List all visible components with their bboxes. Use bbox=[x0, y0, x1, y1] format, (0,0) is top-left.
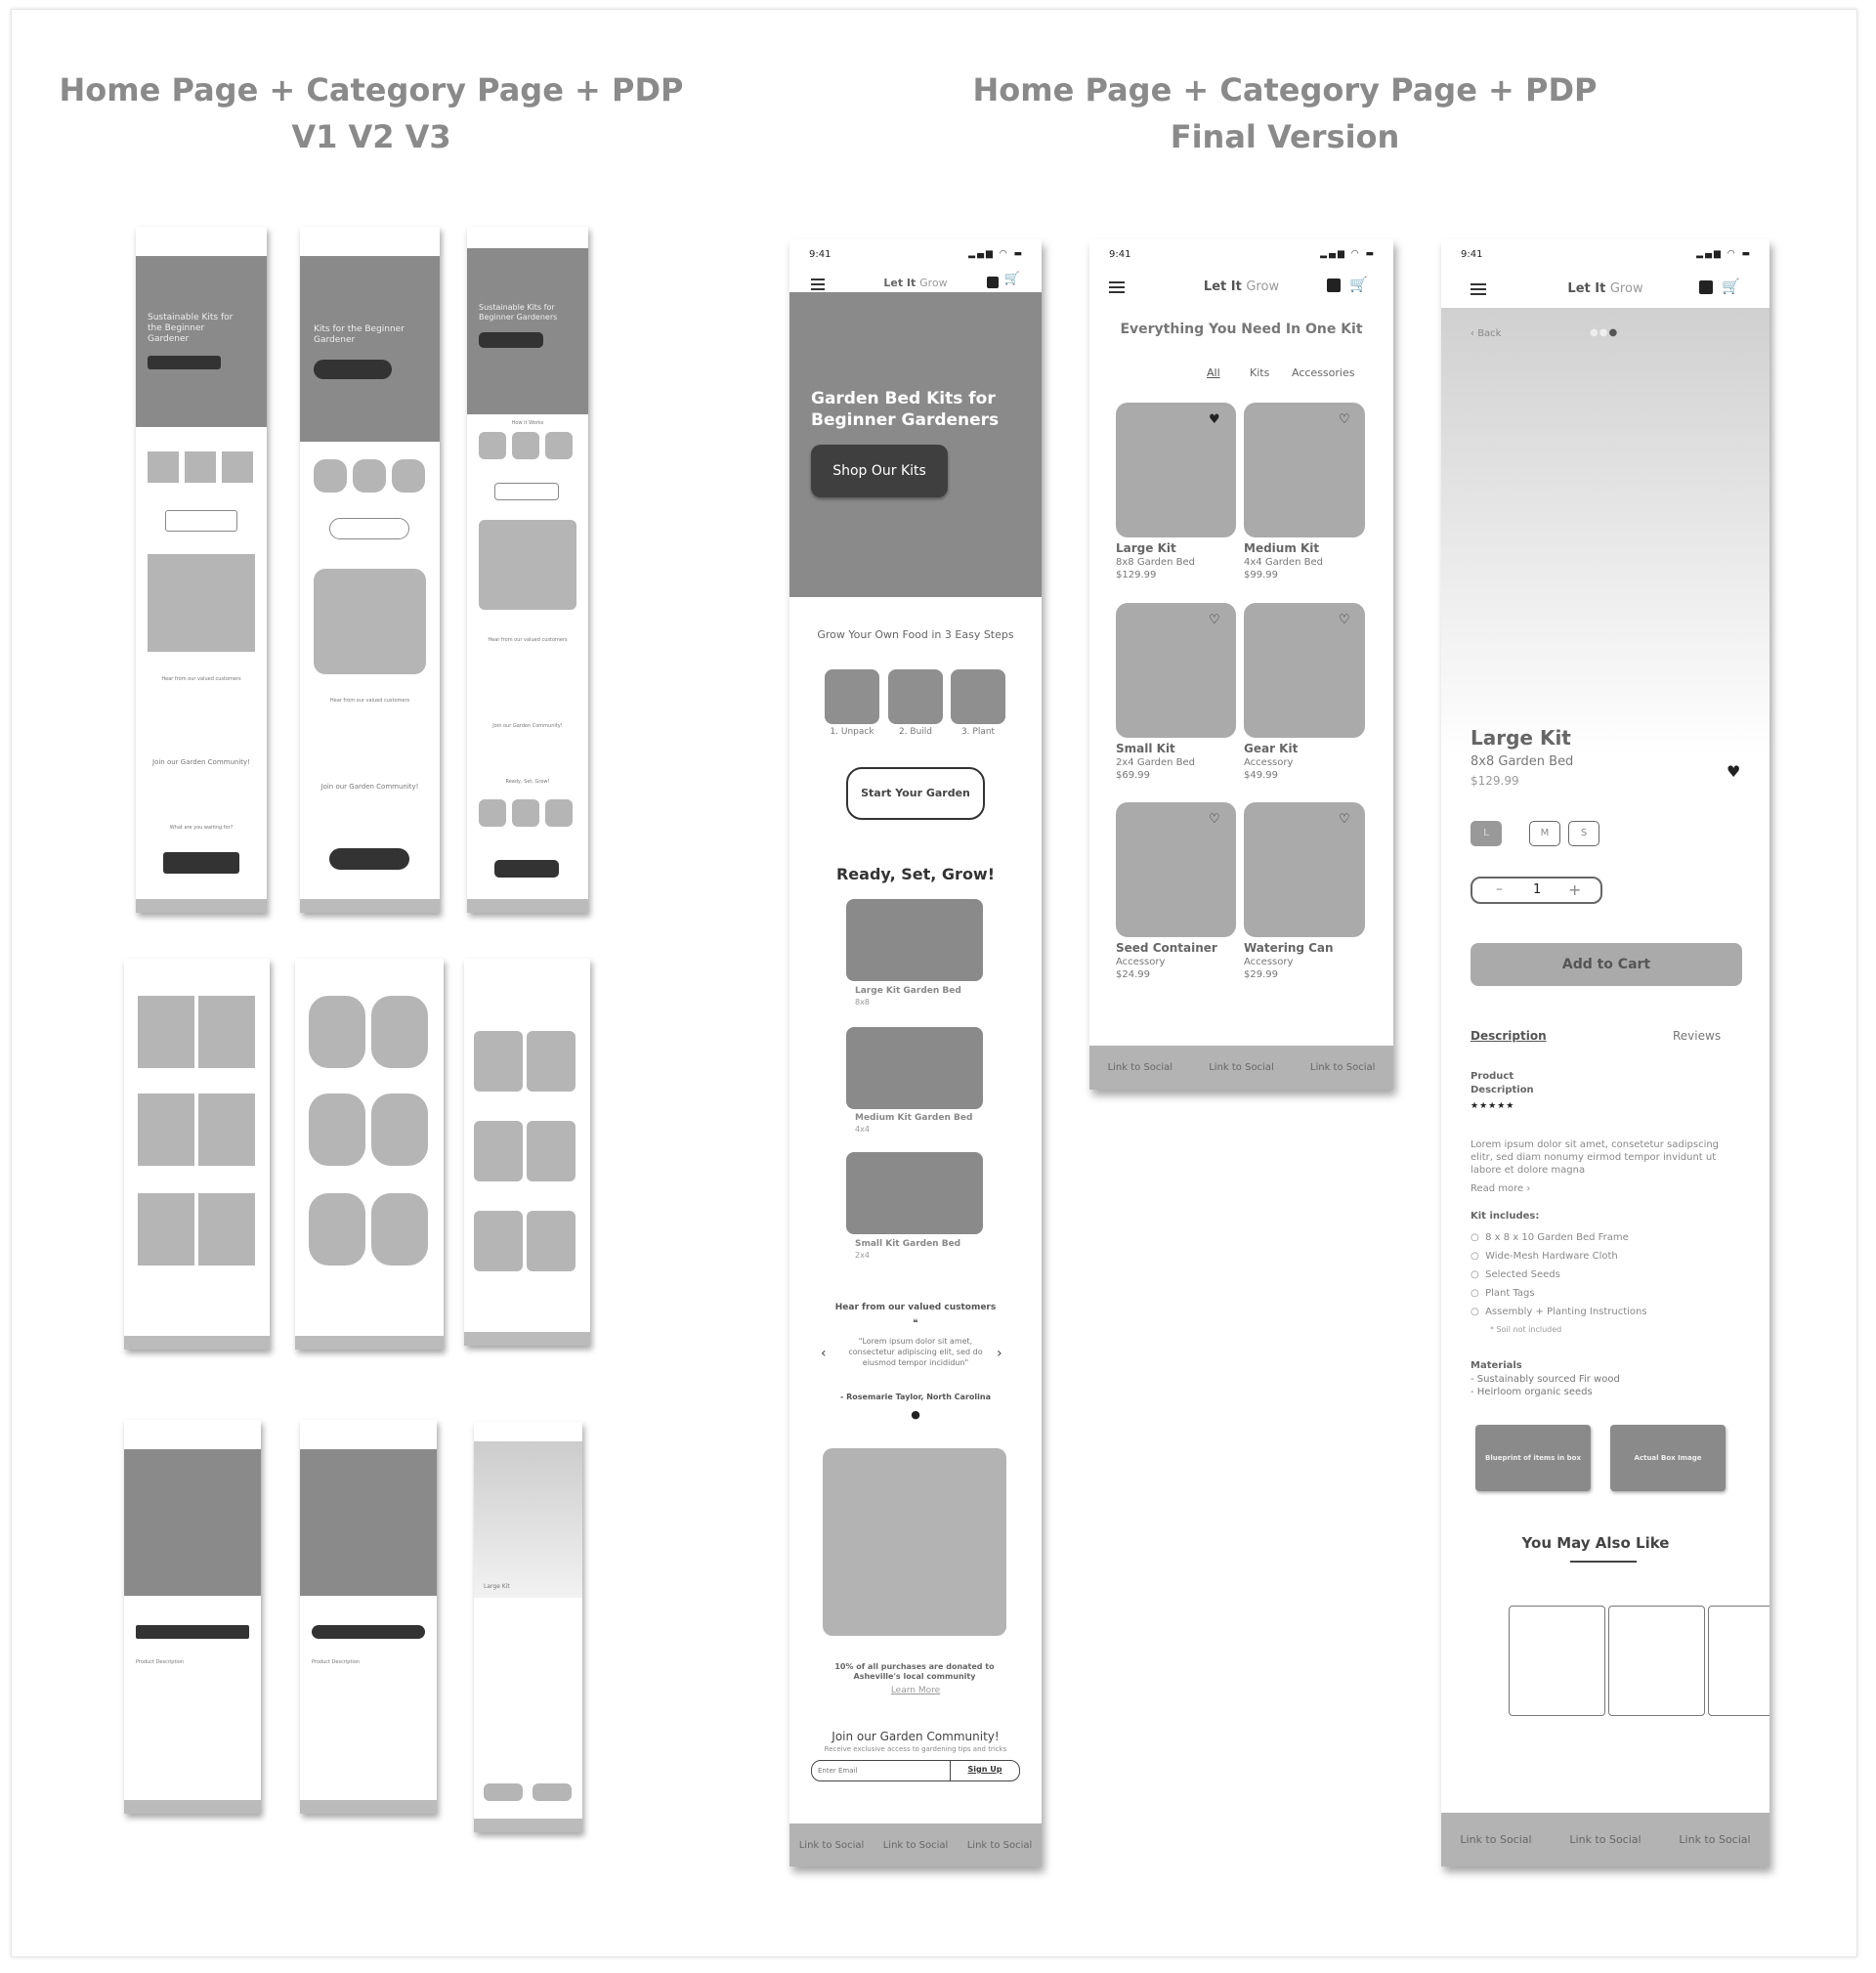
blueprint-image-button[interactable]: Blueprint of items in box bbox=[1475, 1425, 1591, 1491]
thumb-product-image bbox=[300, 1449, 437, 1596]
status-bar bbox=[1089, 239, 1393, 265]
thumb-category-v1 bbox=[124, 959, 270, 1350]
step-plant-image bbox=[951, 669, 1005, 724]
thumb-tile bbox=[198, 1193, 255, 1265]
thumb-tile bbox=[371, 1094, 428, 1166]
thumb-who-block bbox=[479, 520, 576, 610]
filter-kits[interactable]: Kits bbox=[1250, 366, 1270, 379]
left-heading-line1: Home Page + Category Page + PDP bbox=[59, 71, 684, 108]
tab-description[interactable]: Description bbox=[1471, 1029, 1547, 1043]
thumb-pdp-v2 bbox=[300, 1420, 437, 1814]
product-name: Small Kit bbox=[1116, 742, 1175, 755]
right-heading bbox=[958, 66, 1612, 160]
social-link-2[interactable]: Link to Social bbox=[1569, 1833, 1642, 1846]
heart-outline-icon[interactable]: ♡ bbox=[1209, 812, 1220, 827]
final-category-page bbox=[1089, 239, 1393, 1090]
filter-all[interactable]: All bbox=[1207, 366, 1220, 379]
account-icon[interactable] bbox=[1327, 279, 1341, 292]
thumb-tile bbox=[371, 1193, 428, 1265]
small-kit-size: 2x4 bbox=[855, 1251, 870, 1260]
step-unpack-image bbox=[825, 669, 879, 724]
step-label-2: 2. Build bbox=[898, 727, 933, 737]
email-input[interactable] bbox=[818, 1764, 935, 1778]
brand-logo[interactable]: Let It Grow bbox=[883, 277, 948, 289]
footer bbox=[1089, 1046, 1393, 1090]
product-price: $99.99 bbox=[1244, 570, 1278, 580]
steps-title: Grow Your Own Food in 3 Easy Steps bbox=[817, 628, 1014, 641]
description-text: Lorem ipsum dolor sit amet, consetetur sadipscing elitr, sed diam nonumy eirmod tempor invidunt ut labore et dolore magna bbox=[1471, 1139, 1720, 1176]
status-time: 9:41 bbox=[1461, 249, 1483, 260]
right-heading-line2: Final Version bbox=[1170, 118, 1400, 155]
thumb-pdesc: Product Description bbox=[312, 1659, 361, 1665]
social-link-1[interactable]: Link to Social bbox=[1460, 1833, 1532, 1846]
thumb-tile bbox=[527, 1031, 576, 1092]
thumb-start-button-2 bbox=[163, 852, 239, 874]
thumb-waiting: What are you waiting for? bbox=[169, 825, 234, 831]
thumb-who-block bbox=[314, 569, 426, 674]
thumb-who-block bbox=[148, 554, 255, 652]
thumb-pdesc: Product Description bbox=[136, 1659, 185, 1665]
product-price: $129.99 bbox=[1471, 774, 1519, 788]
product-name: Medium Kit bbox=[1244, 541, 1320, 555]
thumb-pdp-v1 bbox=[124, 1420, 261, 1814]
you-may-also-like-title: You May Also Like bbox=[1521, 1534, 1670, 1552]
thumb-tile bbox=[309, 996, 365, 1068]
product-sub: Accessory bbox=[1244, 757, 1294, 768]
signal-wifi-battery-icon: ▂▄▆ ◠ ▬ bbox=[1320, 249, 1376, 259]
title-underline bbox=[1570, 1561, 1637, 1563]
thumb-ready: Ready, Set, Grow! bbox=[505, 779, 550, 785]
soil-note: * Soil not included bbox=[1490, 1325, 1562, 1334]
read-more-link[interactable]: Read more › bbox=[1471, 1183, 1531, 1194]
thumb-category-v3 bbox=[464, 959, 590, 1346]
chevron-right-icon[interactable]: › bbox=[997, 1346, 1002, 1361]
thumb-start-button-2 bbox=[329, 848, 409, 870]
person-icon: ● bbox=[911, 1408, 920, 1421]
list-item: - Heirloom organic seeds bbox=[1471, 1387, 1593, 1397]
list-item: ○ 8 x 8 x 10 Garden Bed Frame bbox=[1471, 1232, 1629, 1243]
step-label-3: 3. Plant bbox=[960, 727, 996, 737]
brand-logo[interactable]: Let It Grow bbox=[1567, 281, 1643, 296]
heart-outline-icon[interactable]: ♡ bbox=[1209, 613, 1220, 627]
social-link-2[interactable]: Link to Social bbox=[1209, 1062, 1274, 1073]
thumb-tile bbox=[353, 459, 386, 493]
cart-icon[interactable]: 🛒 bbox=[1722, 278, 1740, 295]
plus-button[interactable]: + bbox=[1568, 880, 1582, 899]
heart-outline-icon[interactable]: ♡ bbox=[1339, 812, 1350, 827]
size-option-m[interactable]: M bbox=[1529, 821, 1560, 846]
status-time: 9:41 bbox=[809, 249, 831, 260]
product-name: Large Kit bbox=[1116, 541, 1176, 555]
thumb-tile bbox=[392, 459, 425, 493]
status-bar bbox=[1441, 239, 1769, 265]
medium-kit-image[interactable] bbox=[846, 1027, 983, 1109]
product-sub: 8x8 Garden Bed bbox=[1471, 754, 1574, 769]
thumb-hear: Hear from our valued customers bbox=[329, 698, 410, 704]
thumb-tile bbox=[138, 1193, 194, 1265]
social-link-2[interactable]: Link to Social bbox=[882, 1839, 949, 1851]
thumb-category-v2 bbox=[295, 959, 444, 1350]
rating-stars: ★★★★★ bbox=[1471, 1101, 1515, 1111]
thumb-hero-text: Kits for the Beginner Gardener bbox=[314, 324, 405, 345]
signal-wifi-battery-icon: ▂▄▆ ◠ ▬ bbox=[1696, 249, 1752, 259]
thumb-start-outline bbox=[494, 483, 559, 500]
thumb-hear: Hear from our valued customers bbox=[161, 676, 241, 682]
product-image-carousel[interactable] bbox=[1441, 308, 1769, 757]
thumb-tile bbox=[222, 451, 253, 483]
brand-logo[interactable]: Let It Grow bbox=[1203, 279, 1280, 294]
carousel-dots[interactable]: ●●● bbox=[1590, 327, 1619, 338]
quantity-value: 1 bbox=[1533, 882, 1542, 897]
donation-text: 10% of all purchases are donated to Asheville's local community bbox=[834, 1662, 995, 1681]
thumb-tile bbox=[371, 996, 428, 1068]
testimonial-title: Hear from our valued customers bbox=[834, 1303, 997, 1312]
thumb-hero bbox=[467, 248, 588, 414]
thumb-tile bbox=[314, 459, 347, 493]
list-item: ○ Selected Seeds bbox=[1471, 1269, 1560, 1280]
materials-title: Materials bbox=[1471, 1360, 1522, 1371]
recommendation-card[interactable] bbox=[1608, 1606, 1705, 1716]
thumb-tile bbox=[545, 432, 573, 459]
left-heading-line2: V1 V2 V3 bbox=[291, 118, 451, 155]
thumb-img-button bbox=[533, 1783, 572, 1801]
thumb-start-button bbox=[314, 360, 392, 379]
thumb-tile bbox=[309, 1193, 365, 1265]
back-link[interactable]: ‹ Back bbox=[1471, 328, 1502, 339]
social-link-1[interactable]: Link to Social bbox=[1107, 1062, 1173, 1073]
thumb-tile bbox=[527, 1121, 576, 1181]
thumb-tile bbox=[512, 432, 539, 459]
ready-set-grow-title: Ready, Set, Grow! bbox=[835, 865, 996, 883]
product-sub: 4x4 Garden Bed bbox=[1244, 557, 1324, 568]
kit-includes-title: Kit includes: bbox=[1471, 1211, 1540, 1222]
thumb-join: Join our Garden Community! bbox=[492, 723, 563, 729]
thumb-hero-text: Sustainable Kits for Beginner Gardeners bbox=[479, 303, 558, 322]
thumb-tile bbox=[148, 451, 179, 483]
nav-bar bbox=[1441, 277, 1769, 306]
product-sub: Accessory bbox=[1116, 957, 1166, 967]
thumb-join: Join our Garden Community! bbox=[152, 758, 250, 766]
heart-outline-icon[interactable]: ♡ bbox=[1339, 613, 1350, 627]
product-description-title: Product Description bbox=[1471, 1071, 1534, 1095]
thumb-how: How it Works bbox=[511, 420, 544, 426]
product-price: $49.99 bbox=[1244, 770, 1278, 781]
step-build-image bbox=[888, 669, 943, 724]
materials-list bbox=[1471, 1373, 1620, 1398]
thumb-home-v2 bbox=[300, 227, 440, 913]
large-kit-image[interactable] bbox=[846, 899, 983, 981]
start-your-garden-button[interactable]: Start Your Garden bbox=[846, 767, 985, 820]
product-name: Large Kit bbox=[1471, 726, 1571, 750]
thumb-pdp-v3 bbox=[474, 1422, 582, 1832]
chevron-left-icon[interactable]: ‹ bbox=[821, 1346, 827, 1361]
thumb-tile bbox=[474, 1211, 523, 1271]
thumb-home-v1 bbox=[136, 227, 267, 913]
community-subtitle: Receive exclusive access to gardening tips and tricks bbox=[824, 1745, 1007, 1753]
thumb-large: Large Kit bbox=[484, 1583, 510, 1590]
list-item: ○ Assembly + Planting Instructions bbox=[1471, 1307, 1647, 1317]
product-sub: Accessory bbox=[1244, 957, 1294, 967]
testimonial-quote: "Lorem ipsum dolor sit amet, consectetur adipiscing elit, sed do eiusmod tempor incididun" bbox=[848, 1337, 983, 1367]
sign-up-button[interactable]: Sign Up bbox=[967, 1765, 1002, 1774]
thumb-img-button bbox=[484, 1783, 523, 1801]
medium-kit-size: 4x4 bbox=[855, 1125, 870, 1134]
product-price: $24.99 bbox=[1116, 969, 1150, 980]
account-icon[interactable] bbox=[987, 277, 999, 288]
final-home-page bbox=[789, 239, 1042, 1866]
large-kit-label: Large Kit Garden Bed bbox=[855, 986, 961, 996]
thumb-tile bbox=[138, 1094, 194, 1166]
thumb-tile bbox=[474, 1121, 523, 1181]
social-link-3[interactable]: Link to Social bbox=[1679, 1833, 1751, 1846]
product-sub: 8x8 Garden Bed bbox=[1116, 557, 1196, 568]
thumb-hear: Hear from our valued customers bbox=[488, 637, 568, 643]
product-name: Seed Container bbox=[1116, 941, 1217, 955]
email-form bbox=[811, 1760, 1020, 1781]
right-heading-line1: Home Page + Category Page + PDP bbox=[972, 71, 1598, 108]
product-name: Watering Can bbox=[1244, 941, 1334, 955]
recommendation-card[interactable] bbox=[1708, 1606, 1769, 1716]
thumb-join: Join our Garden Community! bbox=[320, 783, 419, 791]
status-time: 9:41 bbox=[1109, 249, 1131, 260]
hero-title: Garden Bed Kits for Beginner Gardeners bbox=[811, 389, 1000, 430]
box-image-button[interactable]: Actual Box Image bbox=[1610, 1425, 1726, 1491]
final-pdp-page bbox=[1441, 239, 1769, 1866]
thumb-hero bbox=[300, 256, 440, 442]
testimonial-author: - Rosemarie Taylor, North Carolina bbox=[840, 1393, 991, 1401]
size-option-s[interactable]: S bbox=[1568, 821, 1599, 846]
status-bar bbox=[789, 239, 1042, 265]
thumb-shop-button bbox=[479, 332, 543, 348]
thumb-tile bbox=[479, 799, 506, 827]
small-kit-image[interactable] bbox=[846, 1152, 983, 1234]
signal-wifi-battery-icon: ▂▄▆ ◠ ▬ bbox=[968, 249, 1024, 259]
thumb-tile bbox=[198, 996, 255, 1068]
filter-accessories[interactable]: Accessories bbox=[1292, 366, 1355, 379]
thumb-tile bbox=[527, 1211, 576, 1271]
size-option-l[interactable]: L bbox=[1471, 821, 1502, 846]
left-heading bbox=[59, 66, 684, 160]
quote-icon: ❝ bbox=[913, 1318, 918, 1329]
thumb-shop-button bbox=[165, 510, 237, 532]
small-kit-label: Small Kit Garden Bed bbox=[855, 1239, 961, 1249]
tab-reviews[interactable]: Reviews bbox=[1673, 1029, 1722, 1043]
account-icon[interactable] bbox=[1699, 280, 1713, 294]
thumb-tile bbox=[198, 1094, 255, 1166]
category-title: Everything You Need In One Kit bbox=[1120, 322, 1363, 337]
quantity-stepper bbox=[1471, 877, 1602, 904]
thumb-hero-text: Sustainable Kits for the Beginner Gardener bbox=[148, 313, 234, 344]
product-price: $129.99 bbox=[1116, 570, 1157, 580]
thumb-start-button bbox=[148, 356, 221, 369]
community-image bbox=[823, 1448, 1006, 1636]
kit-includes-list bbox=[1471, 1228, 1647, 1321]
thumb-shop-button-2 bbox=[494, 860, 559, 878]
cart-icon[interactable]: 🛒 bbox=[1003, 272, 1020, 286]
thumb-tile bbox=[138, 996, 194, 1068]
learn-more-link[interactable]: Learn More bbox=[890, 1686, 941, 1695]
heart-filled-icon[interactable]: ♥ bbox=[1209, 412, 1220, 427]
thumb-tile bbox=[185, 451, 216, 483]
thumb-shop-button bbox=[329, 518, 409, 539]
list-item: ○ Wide-Mesh Hardware Cloth bbox=[1471, 1251, 1618, 1262]
heart-outline-icon[interactable]: ♡ bbox=[1339, 412, 1350, 427]
thumb-tile bbox=[512, 799, 539, 827]
social-link-3[interactable]: Link to Social bbox=[966, 1839, 1033, 1851]
cart-icon[interactable]: 🛒 bbox=[1349, 276, 1368, 293]
heart-filled-icon[interactable]: ♥ bbox=[1727, 762, 1741, 781]
footer bbox=[1441, 1813, 1769, 1866]
thumb-add-button bbox=[136, 1625, 249, 1639]
product-name: Gear Kit bbox=[1244, 742, 1299, 755]
thumb-home-v3 bbox=[467, 227, 588, 913]
medium-kit-label: Medium Kit Garden Bed bbox=[855, 1113, 973, 1123]
product-price: $69.99 bbox=[1116, 770, 1150, 781]
list-item: ○ Plant Tags bbox=[1471, 1288, 1535, 1299]
shop-our-kits-button[interactable]: Shop Our Kits bbox=[811, 445, 948, 497]
community-title: Join our Garden Community! bbox=[831, 1730, 1000, 1743]
nav-bar bbox=[1089, 275, 1393, 304]
large-kit-size: 8x8 bbox=[855, 998, 870, 1007]
thumb-tile bbox=[545, 799, 573, 827]
product-price: $29.99 bbox=[1244, 969, 1278, 980]
add-to-cart-button[interactable]: Add to Cart bbox=[1471, 943, 1742, 986]
minus-button[interactable]: – bbox=[1496, 881, 1503, 897]
thumb-product-image bbox=[474, 1441, 582, 1598]
thumb-tile bbox=[474, 1031, 523, 1092]
thumb-product-image bbox=[124, 1449, 261, 1596]
thumb-tile bbox=[479, 432, 506, 459]
social-link-1[interactable]: Link to Social bbox=[798, 1839, 865, 1851]
product-sub: 2x4 Garden Bed bbox=[1116, 757, 1196, 768]
recommendation-card[interactable] bbox=[1509, 1606, 1605, 1716]
footer bbox=[789, 1823, 1042, 1866]
thumb-add-button bbox=[312, 1625, 425, 1639]
list-item: - Sustainably sourced Fir wood bbox=[1471, 1374, 1620, 1385]
step-label-1: 1. Unpack bbox=[830, 727, 874, 737]
thumb-tile bbox=[309, 1094, 365, 1166]
social-link-3[interactable]: Link to Social bbox=[1309, 1062, 1376, 1073]
